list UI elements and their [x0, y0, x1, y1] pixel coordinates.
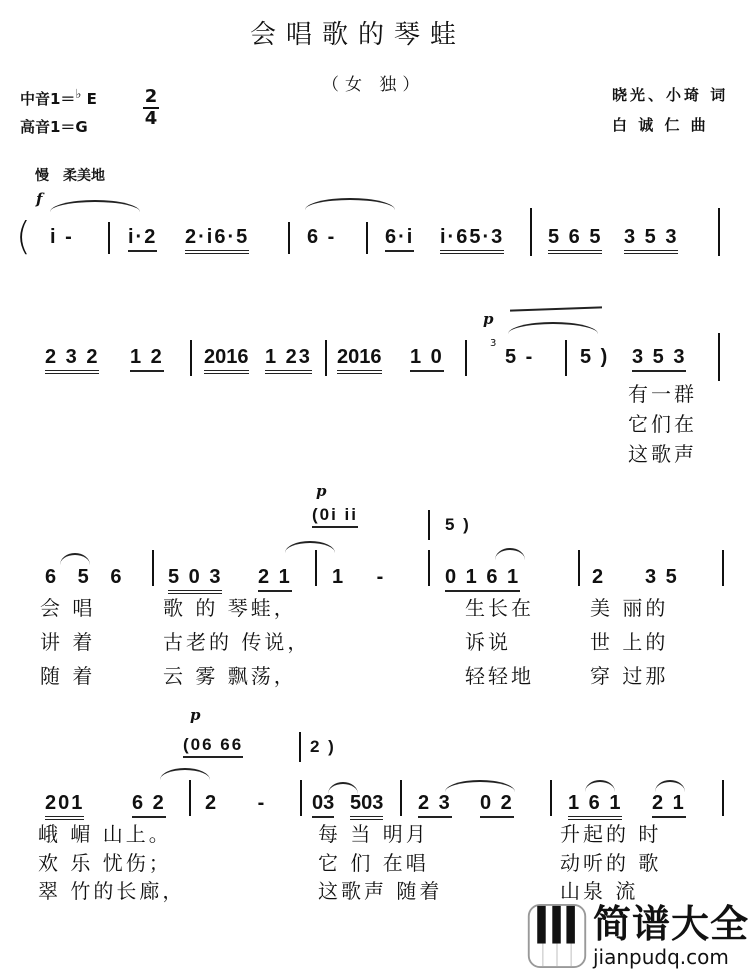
- lyric: 欢 乐 忧伤；: [38, 851, 172, 875]
- lyric: 动听的 歌: [560, 851, 662, 875]
- barline: [189, 780, 191, 816]
- measure: 2 -: [205, 792, 283, 814]
- alt-measure: 5 ): [445, 515, 471, 534]
- barline: [565, 340, 567, 376]
- time-signature: [143, 88, 159, 128]
- measure: 5 0 3: [168, 566, 222, 594]
- slur: [585, 780, 615, 792]
- measure: 1 0: [410, 346, 444, 372]
- composer: 白 诚 仁 曲: [612, 116, 709, 134]
- measure: 6 2: [132, 792, 166, 818]
- barline: [152, 550, 154, 586]
- alt-measure: 2 ): [310, 737, 336, 756]
- barline: [366, 222, 368, 254]
- measure: 5 ): [580, 346, 610, 368]
- barline: [288, 222, 290, 254]
- measure: 3 5 3: [632, 346, 686, 372]
- barline: [722, 550, 724, 586]
- measure: 1 -: [332, 566, 398, 588]
- barline: [718, 208, 720, 256]
- lyric: 会 唱: [40, 596, 96, 620]
- lyric: 美 丽的: [590, 596, 669, 620]
- lyric: 生长在: [465, 596, 534, 620]
- key-signature-high: 高音1＝G: [20, 118, 88, 136]
- measure: 503: [350, 792, 383, 820]
- barline: [300, 780, 302, 816]
- lyric: 随 着: [40, 664, 96, 688]
- lyric: 山泉 流: [560, 879, 639, 903]
- barline: [550, 780, 552, 816]
- measure: 6 -: [307, 226, 337, 248]
- key-signature-mid: [20, 86, 97, 109]
- subtitle: （女 独）: [322, 75, 426, 95]
- measure: i -: [50, 226, 74, 248]
- slur: [495, 548, 525, 560]
- slur: [160, 768, 210, 780]
- lyric: 峨 嵋 山上。: [38, 822, 172, 846]
- barline: [428, 550, 430, 586]
- lyric-line: 它们在: [628, 412, 697, 436]
- lyric: 这歌声 随着: [318, 879, 443, 903]
- lyric: 它 们 在唱: [318, 851, 429, 875]
- watermark-title: 简谱大全: [593, 902, 750, 946]
- time-bottom: 4: [144, 108, 158, 129]
- dynamic-forte: f: [36, 190, 43, 208]
- measure: 0 1 6 1: [445, 566, 520, 592]
- piano-keys-icon: [527, 904, 587, 968]
- barline: [299, 732, 301, 762]
- measure: 0 2: [480, 792, 514, 818]
- slur: [305, 198, 395, 210]
- measure: 3 5 3: [624, 226, 678, 254]
- time-top: 2: [144, 86, 158, 107]
- lyric: 云 雾 飘荡，: [163, 664, 297, 688]
- tempo-marking: 慢 柔美地: [35, 168, 105, 184]
- measure: 2: [592, 566, 606, 588]
- lyric: 古老的 传说，: [163, 630, 311, 654]
- barline: [108, 222, 110, 254]
- dynamic-piano: p: [190, 706, 201, 724]
- measure: 2 3 2: [45, 346, 99, 374]
- slur: [50, 200, 140, 212]
- barline: [325, 340, 327, 376]
- lyric: 升起的 时: [560, 822, 662, 846]
- barline: [465, 340, 467, 376]
- measure: 5 -: [505, 346, 535, 368]
- measure: 1 23: [265, 346, 312, 374]
- lyric-line: 有一群: [628, 382, 697, 406]
- measure: 6 5 6: [45, 566, 130, 588]
- lyric: 歌 的 琴蛙，: [163, 596, 297, 620]
- measure: 1 6 1: [568, 792, 622, 820]
- measure: 2 3: [418, 792, 452, 818]
- measure: 1 2: [130, 346, 164, 372]
- flat-sign: ♭: [75, 86, 82, 101]
- barline: [718, 333, 720, 381]
- barline: [722, 780, 724, 816]
- lyric-line: 这歌声: [628, 442, 697, 466]
- barline: [530, 208, 532, 256]
- barline: [190, 340, 192, 376]
- measure: 5 6 5: [548, 226, 602, 254]
- open-bracket: (: [16, 214, 31, 258]
- slur: [445, 780, 515, 792]
- barline: [578, 550, 580, 586]
- measure: 201: [45, 792, 84, 820]
- lyric: 穿 过那: [590, 664, 669, 688]
- alt-measure: (0i ii: [312, 505, 358, 528]
- lyric: 讲 着: [40, 630, 96, 654]
- barline: [315, 550, 317, 586]
- key-mid-note: E: [86, 90, 97, 108]
- measure: 2·i6·5: [185, 226, 249, 254]
- tuplet-mark: 3: [490, 338, 497, 349]
- lyric: 翠 竹的长廊，: [38, 879, 186, 903]
- alt-measure: (06 66: [183, 735, 243, 758]
- measure: 2 1: [652, 792, 686, 818]
- watermark-url: jianpudq.com: [593, 945, 729, 969]
- barline: [400, 780, 402, 816]
- slur: [508, 322, 598, 334]
- measure: 2016: [204, 346, 249, 374]
- watermark-logo: [527, 904, 755, 970]
- lyric: 诉说: [465, 630, 511, 654]
- lyric: 轻轻地: [465, 664, 534, 688]
- measure: 6·i: [385, 226, 414, 252]
- slur: [655, 780, 685, 792]
- measure: 3 5: [645, 566, 679, 588]
- lyric: 世 上的: [590, 630, 669, 654]
- dynamic-piano: p: [316, 482, 327, 500]
- measure: 03: [312, 792, 334, 818]
- slur: [60, 553, 90, 565]
- slur: [285, 541, 335, 553]
- song-title: 会唱歌的琴蛙: [250, 20, 467, 50]
- measure: i·2: [128, 226, 157, 252]
- lyricist: 晓光、小琦 词: [612, 86, 729, 104]
- dynamic-piano: p: [483, 310, 494, 328]
- measure: 2016: [337, 346, 382, 374]
- measure: i·65·3: [440, 226, 504, 254]
- lyric: 每 当 明月: [318, 822, 429, 846]
- measure: 2 1: [258, 566, 292, 592]
- key-mid-label: 中音1＝: [20, 90, 76, 108]
- barline: [428, 510, 430, 540]
